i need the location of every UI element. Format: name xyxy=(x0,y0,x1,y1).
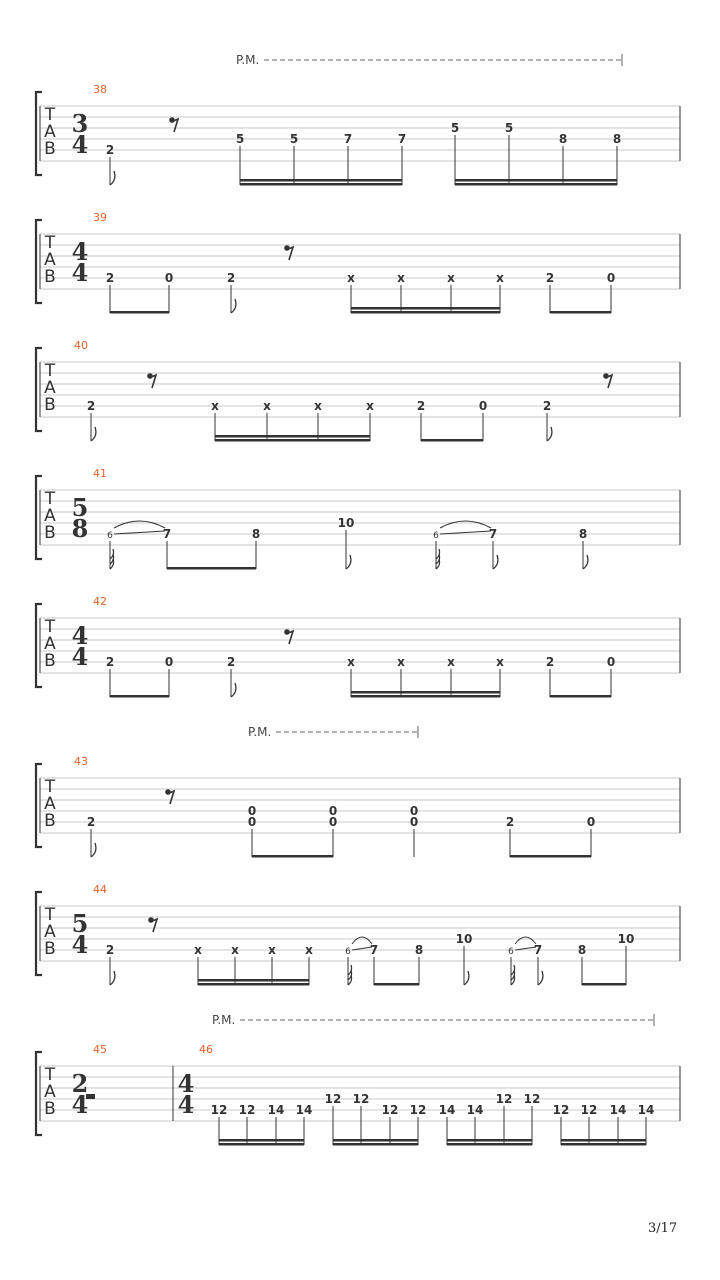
beam xyxy=(167,567,256,570)
fret-number: 0 xyxy=(247,815,257,829)
fret-number: x xyxy=(447,271,455,285)
tab-clef-letter: B xyxy=(44,139,56,159)
fret-number: 0 xyxy=(164,655,174,669)
fret-number: x xyxy=(397,271,405,285)
time-signature-top: 4 xyxy=(177,1069,195,1098)
beam xyxy=(374,983,419,986)
fret-number: x xyxy=(314,399,322,413)
fret-number: x xyxy=(496,655,504,669)
eighth-rest-stem xyxy=(171,119,178,132)
beam xyxy=(219,1139,304,1142)
tab-clef-letter: A xyxy=(44,794,56,814)
fret-number: 5 xyxy=(235,132,245,146)
note-flag xyxy=(110,971,115,985)
fret-number: 12 xyxy=(552,1103,570,1117)
tab-clef-letter: B xyxy=(44,395,56,415)
fret-number: 0 xyxy=(409,815,419,829)
note-flag xyxy=(110,171,115,185)
staff-system xyxy=(36,604,680,698)
fret-number: 5 xyxy=(504,121,514,135)
palm-mute-label: P.M. xyxy=(248,725,272,739)
fret-number: 0 xyxy=(606,271,616,285)
fret-number: 8 xyxy=(558,132,568,146)
note-flag xyxy=(538,971,543,985)
time-signature-bottom: 4 xyxy=(71,930,89,959)
time-signature-top: 4 xyxy=(71,237,89,266)
eighth-rest-stem xyxy=(149,375,156,388)
fret-number: 12 xyxy=(381,1103,399,1117)
eighth-rest-stem xyxy=(150,919,157,932)
beam xyxy=(110,311,169,314)
fret-number: 2 xyxy=(545,655,555,669)
note-flag xyxy=(231,299,236,313)
system-bracket xyxy=(36,476,42,559)
system-bracket xyxy=(36,1052,42,1135)
system-bracket xyxy=(36,348,42,431)
time-signature-bottom: 4 xyxy=(71,1090,89,1119)
beam xyxy=(215,439,370,442)
fret-number: x xyxy=(366,399,374,413)
fret-number: 7 xyxy=(343,132,353,146)
measure-number: 42 xyxy=(93,595,107,608)
tab-clef-letter: T xyxy=(44,105,56,125)
staff-system xyxy=(36,54,680,186)
fret-number: 0 xyxy=(328,815,338,829)
fret-number: 14 xyxy=(609,1103,627,1117)
beam xyxy=(240,179,402,182)
staff-system xyxy=(36,892,680,986)
tab-clef-letter: T xyxy=(44,777,56,797)
tab-clef-letter: T xyxy=(44,1065,56,1085)
beam xyxy=(351,695,500,698)
fret-number: 2 xyxy=(416,399,426,413)
beam xyxy=(550,311,611,314)
fret-number: 2 xyxy=(505,815,515,829)
fret-number: 8 xyxy=(578,527,588,541)
beam xyxy=(447,1139,532,1142)
beam xyxy=(550,695,611,698)
fret-number: x xyxy=(496,271,504,285)
time-signature-bottom: 4 xyxy=(71,258,89,287)
staff-system xyxy=(36,348,680,442)
tab-clef-letter: T xyxy=(44,617,56,637)
tab-clef-letter: B xyxy=(44,523,56,543)
fret-number: 7 xyxy=(397,132,407,146)
note-flag xyxy=(346,555,351,569)
note-flag xyxy=(583,555,588,569)
fret-number: 2 xyxy=(226,271,236,285)
measure-number: 40 xyxy=(74,339,88,352)
fret-number: 0 xyxy=(247,804,257,818)
slur xyxy=(440,521,491,528)
fret-number: 7 xyxy=(162,527,172,541)
slur xyxy=(114,521,165,528)
fret-number: x xyxy=(305,943,313,957)
fret-number: 2 xyxy=(105,943,115,957)
fret-number: 12 xyxy=(324,1092,342,1106)
tab-clef-letter: B xyxy=(44,811,56,831)
fret-number: 14 xyxy=(466,1103,484,1117)
beam xyxy=(333,1143,418,1146)
time-signature-bottom: 8 xyxy=(71,514,89,543)
beam xyxy=(351,307,500,310)
staff-system xyxy=(36,726,680,858)
tab-clef-letter: A xyxy=(44,634,56,654)
grace-note-fret: 6 xyxy=(433,531,439,541)
beam xyxy=(351,311,500,314)
beam xyxy=(582,983,626,986)
system-bracket xyxy=(36,604,42,687)
note-flag xyxy=(231,683,236,697)
fret-number: 5 xyxy=(289,132,299,146)
beam xyxy=(110,695,169,698)
fret-number: x xyxy=(347,655,355,669)
fret-number: 12 xyxy=(352,1092,370,1106)
fret-number: 0 xyxy=(586,815,596,829)
fret-number: x xyxy=(263,399,271,413)
fret-number: 8 xyxy=(577,943,587,957)
eighth-rest-stem xyxy=(605,375,612,388)
fret-number: 2 xyxy=(86,815,96,829)
system-bracket xyxy=(36,220,42,303)
fret-number: 12 xyxy=(409,1103,427,1117)
fret-number: 0 xyxy=(164,271,174,285)
note-flag xyxy=(464,971,469,985)
fret-number: 2 xyxy=(545,271,555,285)
note-flag xyxy=(91,843,96,857)
palm-mute-label: P.M. xyxy=(212,1013,236,1027)
note-flag xyxy=(547,427,552,441)
beam xyxy=(455,183,617,186)
beam xyxy=(215,435,370,438)
fret-number: 8 xyxy=(612,132,622,146)
staff-system xyxy=(36,1014,680,1146)
beam xyxy=(252,855,333,858)
tab-clef-letter: T xyxy=(44,489,56,509)
fret-number: 0 xyxy=(606,655,616,669)
palm-mute-label: P.M. xyxy=(236,53,260,67)
fret-number: x xyxy=(268,943,276,957)
fret-number: 2 xyxy=(226,655,236,669)
fret-number: 14 xyxy=(295,1103,313,1117)
tab-clef-letter: A xyxy=(44,122,56,142)
beam xyxy=(333,1139,418,1142)
tab-clef-letter: B xyxy=(44,1099,56,1119)
time-signature-top: 4 xyxy=(71,621,89,650)
fret-number: x xyxy=(397,655,405,669)
fret-number: 7 xyxy=(533,943,543,957)
note-flag xyxy=(91,427,96,441)
fret-number: 12 xyxy=(238,1103,256,1117)
fret-number: 14 xyxy=(637,1103,655,1117)
time-signature-bottom: 4 xyxy=(71,642,89,671)
tab-clef-letter: B xyxy=(44,939,56,959)
tab-clef-letter: A xyxy=(44,1082,56,1102)
beam xyxy=(421,439,483,442)
staff-system xyxy=(36,220,680,314)
measure-number: 41 xyxy=(93,467,107,480)
fret-number: 2 xyxy=(542,399,552,413)
fret-number: 2 xyxy=(105,143,115,157)
beam xyxy=(447,1143,532,1146)
beam xyxy=(198,979,309,982)
tab-clef-letter: A xyxy=(44,506,56,526)
tab-clef-letter: T xyxy=(44,905,56,925)
fret-number: 12 xyxy=(495,1092,513,1106)
tab-clef-letter: A xyxy=(44,250,56,270)
tab-clef-letter: T xyxy=(44,233,56,253)
beam xyxy=(561,1143,646,1146)
fret-number: 12 xyxy=(210,1103,228,1117)
fret-number: x xyxy=(447,655,455,669)
fret-number: 10 xyxy=(617,932,635,946)
tab-clef-letter: A xyxy=(44,922,56,942)
fret-number: 12 xyxy=(523,1092,541,1106)
system-bracket xyxy=(36,892,42,975)
measure-number: 44 xyxy=(93,883,107,896)
fret-number: x xyxy=(194,943,202,957)
beam xyxy=(455,179,617,182)
fret-number: 0 xyxy=(409,804,419,818)
staff-system xyxy=(36,476,680,570)
fret-number: x xyxy=(231,943,239,957)
fret-number: 2 xyxy=(86,399,96,413)
beam xyxy=(510,855,591,858)
time-signature-top: 2 xyxy=(71,1069,89,1098)
fret-number: 8 xyxy=(414,943,424,957)
tab-clef-letter: A xyxy=(44,378,56,398)
fret-number: 7 xyxy=(369,943,379,957)
fret-number: 10 xyxy=(455,932,473,946)
note-flag xyxy=(493,555,498,569)
time-signature-top: 3 xyxy=(71,109,89,138)
fret-number: 14 xyxy=(267,1103,285,1117)
measure-number: 45 xyxy=(93,1043,107,1056)
fret-number: 0 xyxy=(478,399,488,413)
measure-number: 46 xyxy=(199,1043,213,1056)
time-signature-bottom: 4 xyxy=(177,1090,195,1119)
page-number: 3/17 xyxy=(648,1221,678,1236)
beam xyxy=(351,691,500,694)
beam xyxy=(219,1143,304,1146)
fret-number: 14 xyxy=(438,1103,456,1117)
beam xyxy=(198,983,309,986)
time-signature-top: 5 xyxy=(71,493,89,522)
time-signature-bottom: 4 xyxy=(71,130,89,159)
fret-number: 12 xyxy=(580,1103,598,1117)
measure-number: 43 xyxy=(74,755,88,768)
system-bracket xyxy=(36,764,42,847)
fret-number: 2 xyxy=(105,655,115,669)
tab-clef-letter: B xyxy=(44,651,56,671)
grace-note-fret: 6 xyxy=(508,947,514,957)
beam xyxy=(561,1139,646,1142)
grace-note-fret: 6 xyxy=(107,531,113,541)
eighth-rest-stem xyxy=(286,247,293,260)
eighth-rest-stem xyxy=(167,791,174,804)
tab-clef-letter: B xyxy=(44,267,56,287)
grace-note-fret: 6 xyxy=(345,947,351,957)
fret-number: 2 xyxy=(105,271,115,285)
fret-number: 5 xyxy=(450,121,460,135)
measure-number: 39 xyxy=(93,211,107,224)
fret-number: 10 xyxy=(337,516,355,530)
eighth-rest-stem xyxy=(286,631,293,644)
fret-number: 7 xyxy=(488,527,498,541)
system-bracket xyxy=(36,92,42,175)
fret-number: 8 xyxy=(251,527,261,541)
time-signature-top: 5 xyxy=(71,909,89,938)
fret-number: 0 xyxy=(328,804,338,818)
beam xyxy=(240,183,402,186)
fret-number: x xyxy=(211,399,219,413)
measure-number: 38 xyxy=(93,83,107,96)
fret-number: x xyxy=(347,271,355,285)
tab-clef-letter: T xyxy=(44,361,56,381)
